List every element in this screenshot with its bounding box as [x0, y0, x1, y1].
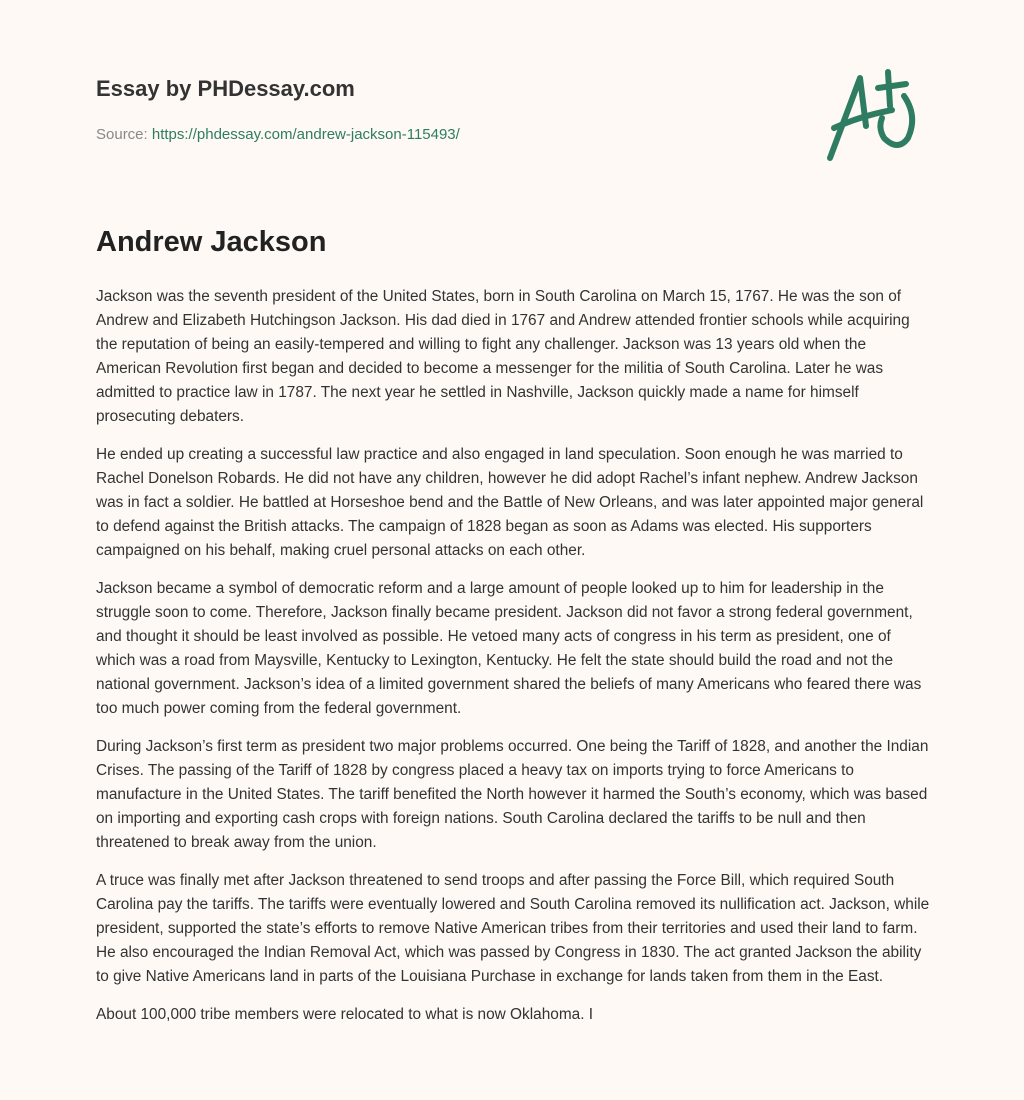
paragraph: Jackson became a symbol of democratic reform and a large amount of people looked up to him for leadership in the struggle soon to come. Therefore, Jackson finally became president. Jackson did not favor a strong federal government, and thought it should be least involved as possible. He vetoed many acts of congress in his term as president, one of which was a road from Maysville, Kentucky to Lexington, Kentucky. He felt the state should build the road and not the national government. Jackson’s idea of a limited government shared the beliefs of many Americans who feared there was too much power coming from the federal government.: [96, 580, 922, 717]
paragraph: A truce was finally met after Jackson threatened to send troops and after passing the Force Bill, which required South Carolina pay the tariffs. The tariffs were eventually lowered and South Carolina removed its nullification act. Jackson, while president, supported the state’s efforts to remove Native American tribes from their territories and used their land to farm. He also encouraged the Indian Removal Act, which was passed by Congress in 1830. The act granted Jackson the ability to give Native Americans land in parts of the Louisiana Purchase in exchange for lands taken from them in the East.: [96, 872, 930, 985]
essay-title: Andrew Jackson: [96, 226, 327, 258]
paragraph: Jackson was the seventh president of the United States, born in South Carolina on March 15, 1767. He was the son of Andrew and Elizabeth Hutchingson Jackson. His dad died in 1767 and Andrew attended frontier schools while acquiring the reputation of being an easily-tempered and willing to fight any challenger. Jackson was 13 years old when the American Revolution first began and decided to become a messenger for the militia of South Carolina. Later he was admitted to practice law in 1787. The next year he settled in Nashville, Jackson quickly made a name for himself prosecuting debaters.: [96, 288, 910, 425]
site-title: Essay by PHDessay.com: [96, 76, 355, 101]
essay-body: [96, 285, 930, 1041]
a-plus-logo-icon: [820, 66, 930, 166]
source-link[interactable]: https://phdessay.com/andrew-jackson-115493/: [151, 126, 460, 143]
paragraph: During Jackson’s first term as president two major problems occurred. One being the Tariff of 1828, and another the Indian Crises. The passing of the Tariff of 1828 by congress placed a heavy tax on imports trying to force Americans to manufacture in the United States. The tariff benefited the North however it harmed the South’s economy, which was based on importing and exporting cash crops with foreign nations. South Carolina declared the tariffs to be null and then threatened to break away from the union.: [96, 738, 929, 851]
source-label: Source:: [96, 126, 148, 143]
source-line: [96, 126, 460, 143]
paragraph: He ended up creating a successful law practice and also engaged in land speculation. Soon enough he was married to Rachel Donelson Robards. He did not have any children, however he did adopt Rachel’s infant nephew. Andrew Jackson was in fact a soldier. He battled at Horseshoe bend and the Battle of New Orleans, and was later appointed major general to defend against the British attacks. The campaign of 1828 began as soon as Adams was elected. His supporters campaigned on his behalf, making cruel personal attacks on each other.: [96, 446, 924, 559]
header: [96, 76, 460, 143]
paragraph: About 100,000 tribe members were relocated to what is now Oklahoma. I: [96, 1006, 594, 1023]
